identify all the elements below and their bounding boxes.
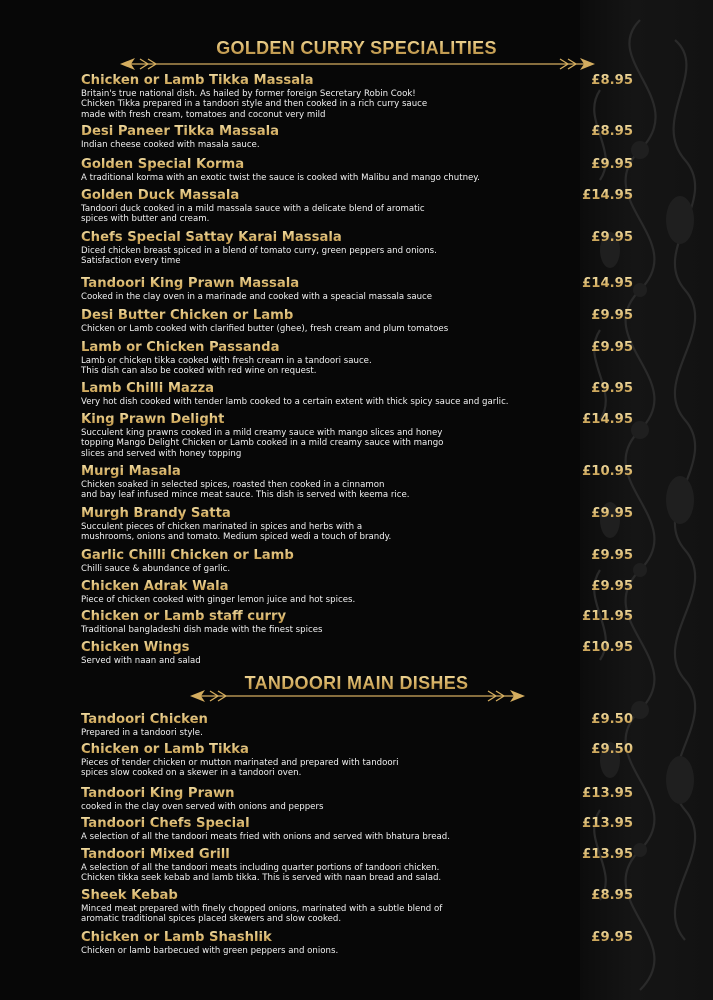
menu-item-price: £9.95 — [591, 230, 633, 245]
menu-item-description: Diced chicken breast spiced in a blend of tomato curry, green peppers and onions. Satisfaction every time — [81, 246, 437, 267]
menu-item-name: Lamb or Chicken Passanda — [81, 340, 280, 355]
menu-item-price: £9.95 — [591, 506, 633, 521]
menu-item-price: £9.95 — [591, 157, 633, 172]
menu-item-name: King Prawn Delight — [81, 412, 225, 427]
menu-item-description: Very hot dish cooked with tender lamb cooked to a certain extent with thick spicy sauce and garlic. — [81, 397, 509, 407]
menu-item-description: Britain's true national dish. As hailed by former foreign Secretary Robin Cook! Chicken Tikka prepared in a tandoori style and then cooked in a rich curry sauce made with fresh cream, tomatoes and coconut very mild — [81, 89, 428, 120]
menu-item-description: Cooked in the clay oven in a marinade and cooked with a speacial massala sauce — [81, 292, 433, 302]
menu-item-name: Chefs Special Sattay Karai Massala — [81, 230, 342, 245]
menu-item-description: Traditional bangladeshi dish made with the finest spices — [81, 625, 323, 635]
menu-item-description: Succulent king prawns cooked in a mild creamy sauce with mango slices and honey topping Mango Delight Chicken or Lamb cooked in a mild creamy sauce with mango slices and served with honey topping — [81, 428, 444, 459]
menu-item-price: £13.95 — [582, 786, 633, 801]
menu-item-name: Tandoori Chefs Special — [81, 816, 250, 831]
menu-item-price: £8.95 — [591, 124, 633, 139]
menu-item-description: Chicken soaked in selected spices, roasted then cooked in a cinnamon and bay leaf infused mince meat sauce. This dish is served with keema rice. — [81, 480, 410, 501]
menu-item-name: Murgi Masala — [81, 464, 181, 479]
menu-item-description: Chilli sauce & abundance of garlic. — [81, 564, 231, 574]
menu-item-description: Lamb or chicken tikka cooked with fresh cream in a tandoori sauce. This dish can also be cooked with red wine on request. — [81, 356, 372, 377]
menu-item-description: cooked in the clay oven served with onions and peppers — [81, 802, 324, 812]
menu-item-name: Chicken Wings — [81, 640, 190, 655]
arrow-divider-icon — [0, 57, 713, 71]
section-title: GOLDEN CURRY SPECIALITIES — [0, 38, 713, 59]
menu-item-price: £14.95 — [582, 188, 633, 203]
menu-item-name: Murgh Brandy Satta — [81, 506, 231, 521]
menu-item-price: £9.95 — [591, 308, 633, 323]
menu-item-name: Sheek Kebab — [81, 888, 178, 903]
menu-item-description: Pieces of tender chicken or mutton marinated and prepared with tandoori spices slow cooked on a skewer in a tandoori oven. — [81, 758, 399, 779]
menu-item-price: £9.95 — [591, 548, 633, 563]
menu-item-description: Tandoori duck cooked in a mild massala sauce with a delicate blend of aromatic spices with butter and cream. — [81, 204, 425, 225]
menu-item-price: £9.50 — [591, 742, 633, 757]
menu-item-name: Chicken Adrak Wala — [81, 579, 229, 594]
menu-item-name: Lamb Chilli Mazza — [81, 381, 215, 396]
menu-item-name: Tandoori Chicken — [81, 712, 208, 727]
menu-item-name: Tandoori Mixed Grill — [81, 847, 230, 862]
menu-item-price: £11.95 — [582, 609, 633, 624]
menu-item-price: £9.95 — [591, 579, 633, 594]
menu-item-name: Golden Duck Massala — [81, 188, 240, 203]
menu-item-price: £8.95 — [591, 888, 633, 903]
menu-item-name: Tandoori King Prawn — [81, 786, 235, 801]
menu-item-name: Desi Butter Chicken or Lamb — [81, 308, 294, 323]
menu-item-name: Desi Paneer Tikka Massala — [81, 124, 280, 139]
section-header-curry — [0, 38, 713, 59]
menu-item-description: Served with naan and salad — [81, 656, 201, 666]
arrow-divider-icon — [0, 689, 713, 703]
menu-item-description: Indian cheese cooked with masala sauce. — [81, 140, 260, 150]
menu-item-description: Chicken or lamb barbecued with green peppers and onions. — [81, 946, 339, 956]
menu-item-price: £10.95 — [582, 640, 633, 655]
menu-item-price: £13.95 — [582, 847, 633, 862]
menu-item-description: Minced meat prepared with finely chopped onions, marinated with a subtle blend of aromatic traditional spices placed skewers and slow cooked. — [81, 904, 443, 925]
menu-item-description: A traditional korma with an exotic twist the sauce is cooked with Malibu and mango chutney. — [81, 173, 480, 183]
menu-item-price: £9.95 — [591, 930, 633, 945]
menu-item-description: Succulent pieces of chicken marinated in spices and herbs with a mushrooms, onions and tomato. Medium spiced wedi a touch of brandy. — [81, 522, 392, 543]
menu-item-description: Piece of chicken cooked with ginger lemon juice and hot spices. — [81, 595, 356, 605]
menu-item-name: Chicken or Lamb Tikka Massala — [81, 73, 314, 88]
menu-item-price: £8.95 — [591, 73, 633, 88]
menu-item-price: £13.95 — [582, 816, 633, 831]
menu-item-name: Golden Special Korma — [81, 157, 245, 172]
menu-item-price: £10.95 — [582, 464, 633, 479]
menu-item-description: Chicken or Lamb cooked with clarified butter (ghee), fresh cream and plum tomatoes — [81, 324, 449, 334]
menu-item-name: Tandoori King Prawn Massala — [81, 276, 300, 291]
menu-item-description: A selection of all the tandoori meats fried with onions and served with bhatura bread. — [81, 832, 450, 842]
menu-item-price: £9.95 — [591, 340, 633, 355]
menu-item-price: £9.95 — [591, 381, 633, 396]
menu-item-price: £9.50 — [591, 712, 633, 727]
menu-item-description: A selection of all the tandoori meats including quarter portions of tandoori chicken. Chicken tikka seek kebab and lamb tikka. This is served with naan bread and salad. — [81, 863, 442, 884]
menu-item-price: £14.95 — [582, 276, 633, 291]
menu-item-price: £14.95 — [582, 412, 633, 427]
menu-item-name: Garlic Chilli Chicken or Lamb — [81, 548, 294, 563]
menu-item-name: Chicken or Lamb staff curry — [81, 609, 287, 624]
menu-item-name: Chicken or Lamb Tikka — [81, 742, 249, 757]
menu-item-name: Chicken or Lamb Shashlik — [81, 930, 272, 945]
menu-item-description: Prepared in a tandoori style. — [81, 728, 203, 738]
section-title: TANDOORI MAIN DISHES — [0, 673, 713, 694]
